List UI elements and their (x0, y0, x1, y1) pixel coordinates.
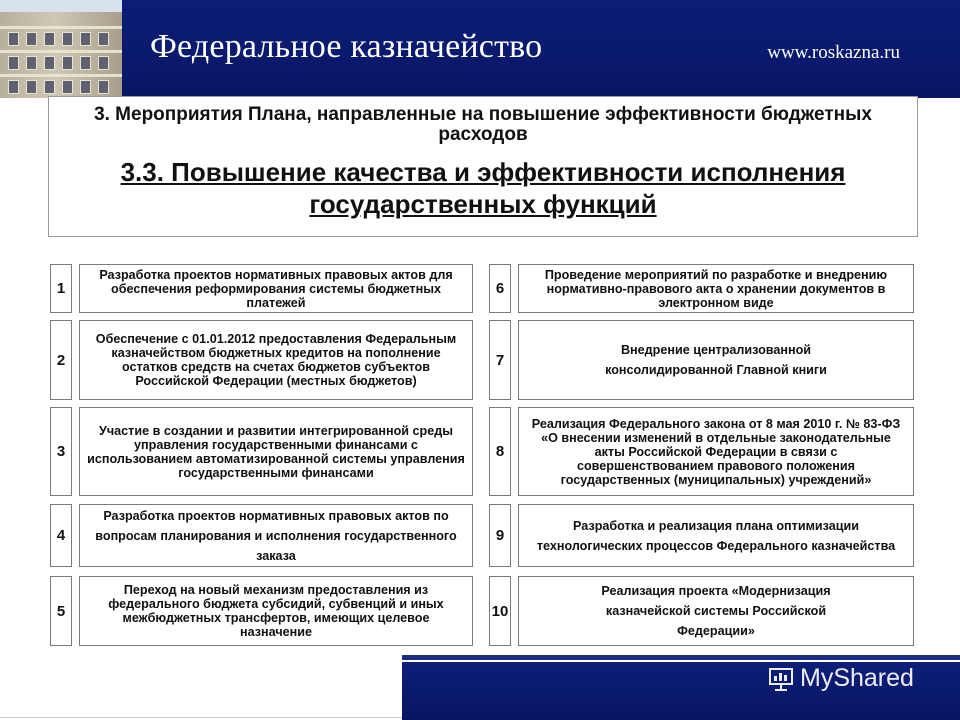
footer-stripe (402, 655, 960, 660)
item-number-4: 4 (50, 504, 72, 567)
org-name: Федеральное казначейство (150, 28, 543, 65)
item-text-9: Разработка и реализация плана оптимизации технологических процессов Федерального казначейства (518, 504, 914, 567)
item-number-6: 6 (489, 264, 511, 313)
item-number-5: 5 (50, 576, 72, 646)
item-number-10: 10 (489, 576, 511, 646)
item-number-9: 9 (489, 504, 511, 567)
footer-divider (0, 717, 402, 718)
item-text-6: Проведение мероприятий по разработке и внедрению нормативно-правового акта о хранении документов в электронном виде (518, 264, 914, 313)
item-text-2: Обеспечение с 01.01.2012 предоставления Федеральным казначейством бюджетных кредитов на пополнение остатков средств на счетах бюджетов субъектов Российской Федерации (местных бюджетов) (79, 320, 473, 400)
website-link[interactable]: www.roskazna.ru (767, 42, 900, 63)
item-number-2: 2 (50, 320, 72, 400)
watermark (768, 664, 914, 693)
header-banner (0, 0, 960, 98)
watermark-text: MyShared (800, 664, 914, 692)
item-number-8: 8 (489, 407, 511, 496)
building-photo (0, 0, 122, 98)
presentation-icon (768, 666, 794, 692)
section-subheading: 3.3. Повышение качества и эффективности исполнения государственных функций (120, 157, 846, 219)
section-heading: 3. Мероприятия Плана, направленные на повышение эффективности бюджетных расходов (94, 104, 872, 145)
item-text-5: Переход на новый механизм предоставления из федерального бюджета субсидий, субвенций и иных межбюджетных трансфертов, имеющих целевое назначение (79, 576, 473, 646)
item-text-1: Разработка проектов нормативных правовых актов для обеспечения реформирования системы бюджетных платежей (79, 264, 473, 313)
item-number-3: 3 (50, 407, 72, 496)
item-text-10: Реализация проекта «Модернизация казначейской системы Российской Федерации» (518, 576, 914, 646)
item-number-7: 7 (489, 320, 511, 400)
item-number-1: 1 (50, 264, 72, 313)
item-text-8: Реализация Федерального закона от 8 мая 2010 г. № 83-ФЗ «О внесении изменений в отдельные законодательные акты Российской Федерации в связи с совершенствованием правового положения государственных (муниципальных) учреждений» (518, 407, 914, 496)
item-text-7: Внедрение централизованной консолидированной Главной книги (518, 320, 914, 400)
item-text-3: Участие в создании и развитии интегрированной среды управления государственными финансами с использованием автоматизированной системы управления государственными финансами (79, 407, 473, 496)
section-title-box (48, 96, 918, 237)
item-text-4: Разработка проектов нормативных правовых актов по вопросам планирования и исполнения государственного заказа (79, 504, 473, 567)
